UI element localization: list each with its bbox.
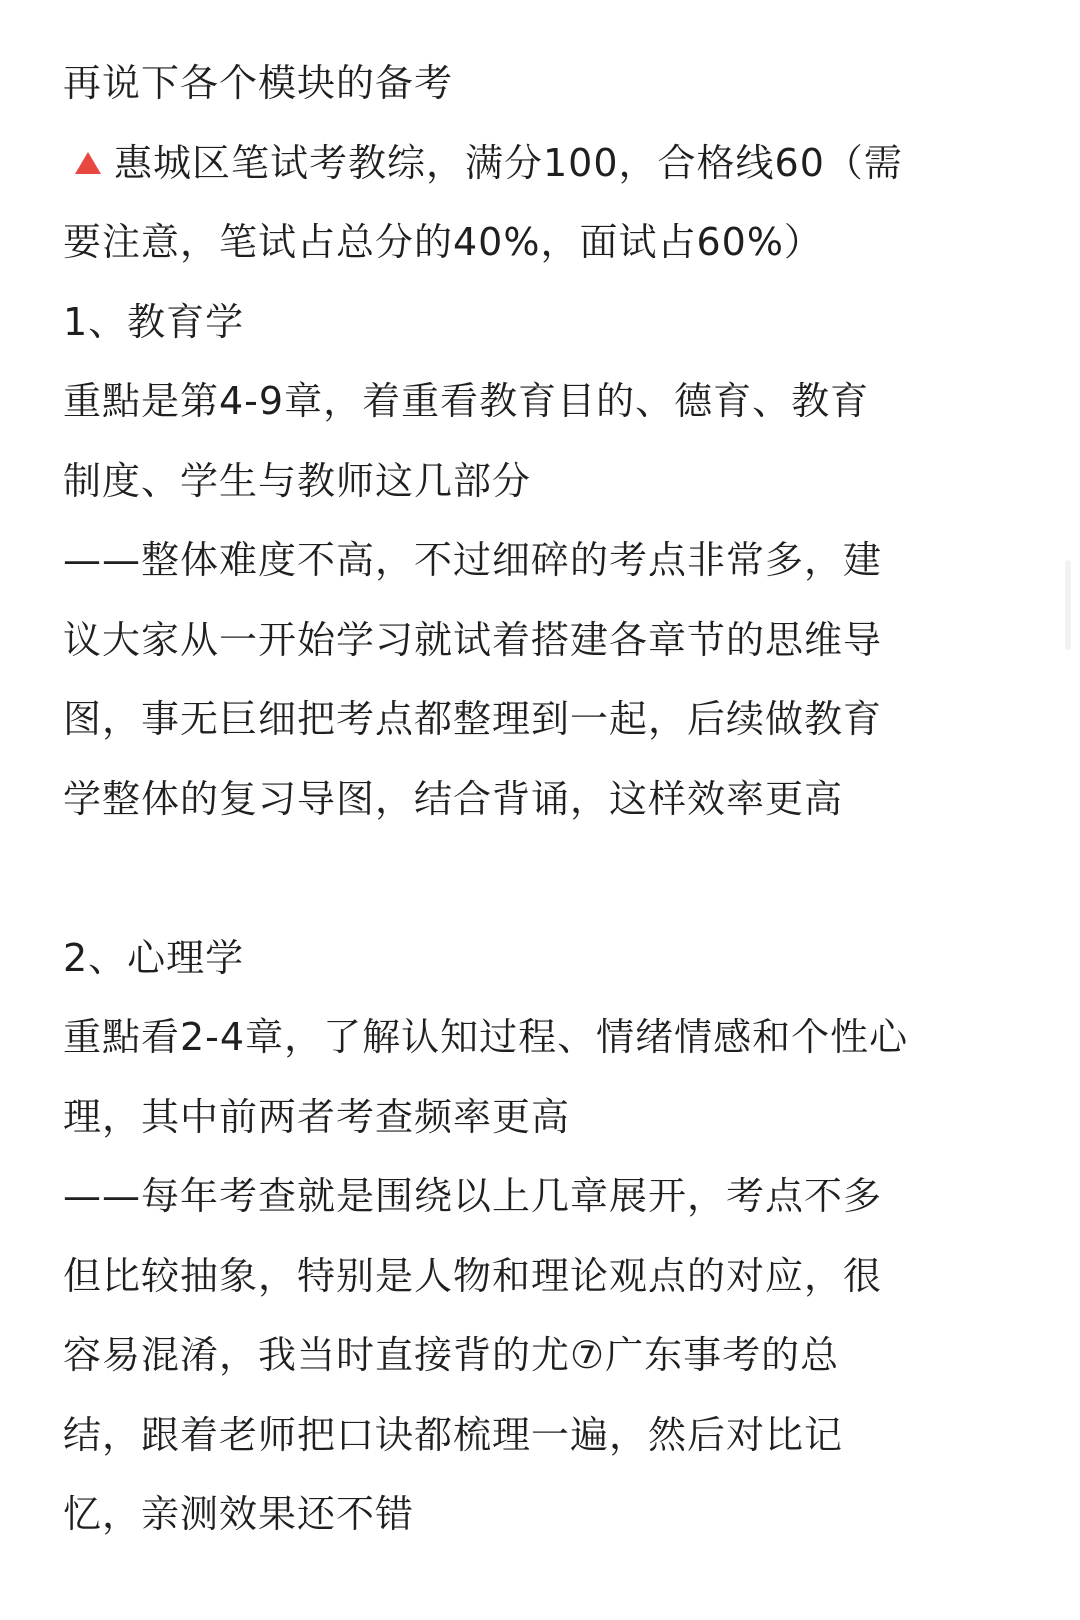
post-content [63, 44, 1017, 1555]
section-2-focus-line: 理，其中前两者考查频率更高 [63, 1094, 571, 1139]
section-1-advice-line: 图，事无巨细把考点都整理到一起，后续做教育 [63, 697, 883, 741]
notice-line-1 [63, 124, 1017, 204]
section-2-advice-line: 容易混淆，我当时直接背的尤⑦广东事考的总 [63, 1333, 840, 1377]
section-1-advice-line: ——整体难度不高，不过细碎的考点非常多，建 [63, 538, 883, 582]
section-2-title: 2、心理学 [63, 935, 245, 980]
section-2-focus-line: 重點看2-4章，了解认知过程、情绪情感和个性心 [63, 1015, 909, 1059]
red-triangle-icon [75, 152, 101, 174]
notice-text-1: 惠城区笔试考教综，满分100，合格线60（需 [114, 140, 903, 185]
section-1-title: 1、教育学 [63, 299, 245, 344]
section-2-advice-line: 结，跟着老师把口诀都梳理一遍，然后对比记 [63, 1412, 844, 1457]
section-1-focus-line: 制度、学生与教师这几部分 [63, 458, 532, 503]
section-1-focus-line: 重點是第4-9章，着重看教育目的、德育、教育 [63, 379, 870, 423]
spacer [63, 839, 1017, 919]
section-1-advice-line: 学整体的复习导图，结合背诵，这样效率更高 [63, 776, 844, 821]
post-heading: 再说下各个模块的备考 [63, 61, 454, 105]
section-1-advice-line: 议大家从一开始学习就试着搭建各章节的思维导 [63, 617, 883, 662]
scrollbar-thumb[interactable] [1065, 560, 1071, 650]
section-2-advice-line: 但比较抽象，特别是人物和理论观点的对应，很 [63, 1253, 883, 1298]
notice-line-2: 要注意，笔试占总分的40%，面试占60%） [63, 220, 823, 264]
section-2-advice-line: 忆，亲测效果还不错 [63, 1492, 415, 1536]
section-2-advice-line: ——每年考查就是围绕以上几章展开，考点不多 [63, 1174, 883, 1218]
